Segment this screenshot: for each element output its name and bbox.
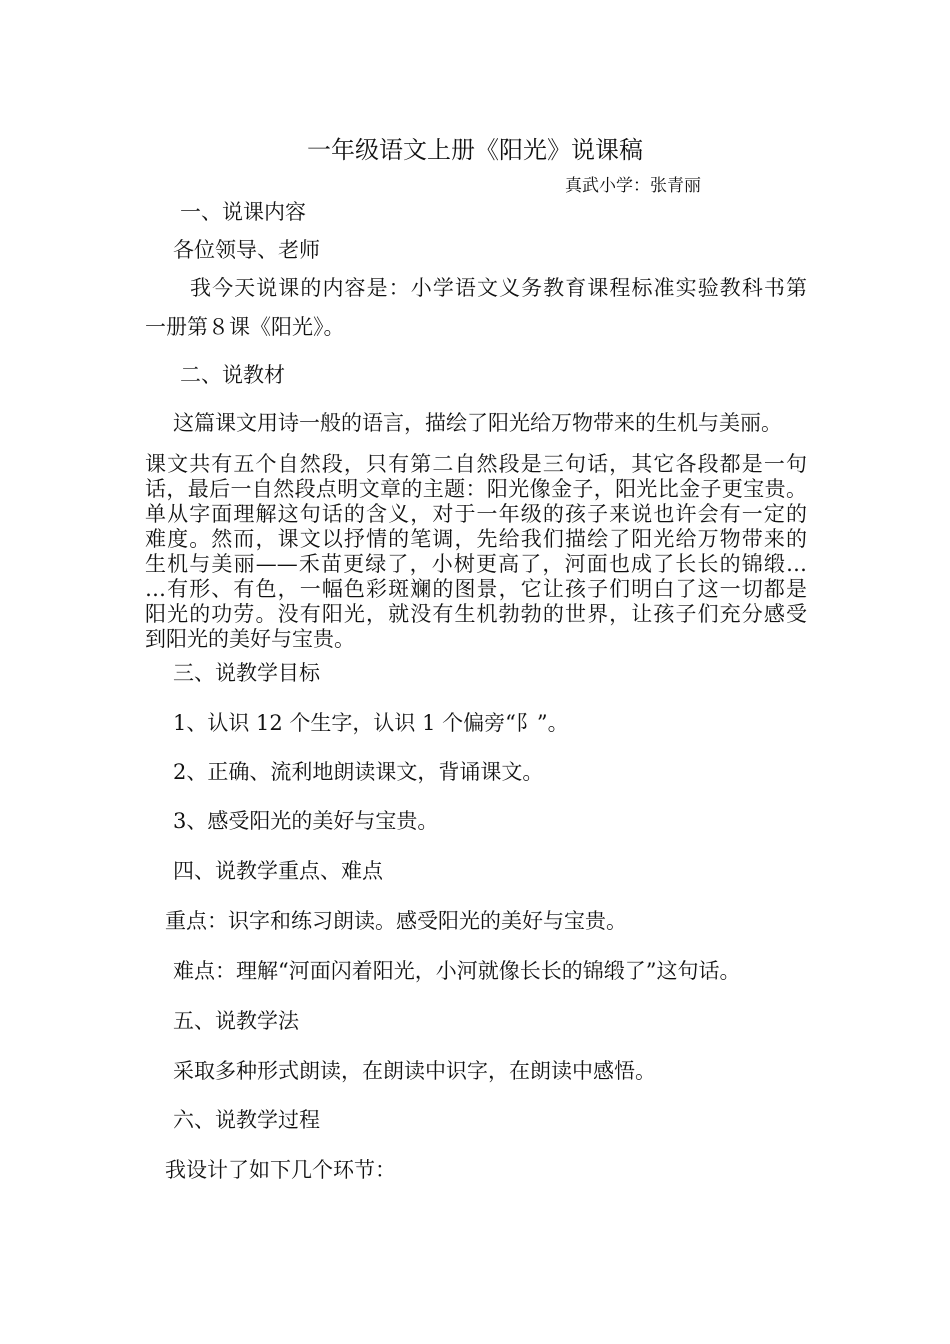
section-heading-2: 二、说教材 [180, 363, 285, 387]
process-intro: 我设计了如下几个环节： [165, 1158, 396, 1182]
section-heading-5: 五、说教学法 [173, 1009, 299, 1033]
material-line: 话，最后一自然段点明文章的主题：阳光像金子，阳光比金子更宝贵。 [145, 477, 807, 501]
author-line: 真武小学：张青丽 [565, 176, 701, 196]
material-line: …有形、有色，一幅色彩斑斓的图景，它让孩子们明白了这一切都是 [145, 577, 807, 601]
section-heading-4: 四、说教学重点、难点 [173, 859, 383, 883]
greeting: 各位领导、老师 [173, 238, 320, 262]
material-line: 到阳光的美好与宝贵。 [145, 627, 355, 651]
material-line: 课文共有五个自然段，只有第二自然段是三句话，其它各段都是一句 [145, 452, 807, 476]
difficult-point: 难点：理解“河面闪着阳光，小河就像长长的锦缎了”这句话。 [173, 959, 741, 983]
content-line: 我今天说课的内容是：小学语文义务教育课程标准实验教科书第 [190, 276, 807, 300]
section-heading-6: 六、说教学过程 [173, 1108, 320, 1132]
goal-item: 3、感受阳光的美好与宝贵。 [173, 809, 439, 833]
material-line: 单从字面理解这句话的含义，对于一年级的孩子来说也许会有一定的 [145, 502, 807, 526]
material-line: 阳光的功劳。没有阳光，就没有生机勃勃的世界，让孩子们充分感受 [145, 602, 807, 626]
goal-item: 2、正确、流利地朗读课文，背诵课文。 [173, 760, 544, 784]
page-title: 一年级语文上册《阳光》说课稿 [307, 136, 643, 164]
content-line: 一册第８课《阳光》。 [145, 315, 345, 339]
material-line: 这篇课文用诗一般的语言，描绘了阳光给万物带来的生机与美丽。 [173, 411, 782, 435]
material-line: 难度。然而，课文以抒情的笔调，先给我们描绘了阳光给万物带来的 [145, 527, 807, 551]
key-point: 重点：识字和练习朗读。感受阳光的美好与宝贵。 [165, 909, 627, 933]
method-text: 采取多种形式朗读，在朗读中识字，在朗读中感悟。 [173, 1059, 656, 1083]
section-heading-1: 一、说课内容 [180, 200, 306, 224]
goal-item: 1、认识 12 个生字，认识 1 个偏旁“阝”。 [173, 711, 569, 735]
section-heading-3: 三、说教学目标 [173, 661, 320, 685]
material-line: 生机与美丽——禾苗更绿了，小树更高了，河面也成了长长的锦缎… [145, 552, 807, 576]
